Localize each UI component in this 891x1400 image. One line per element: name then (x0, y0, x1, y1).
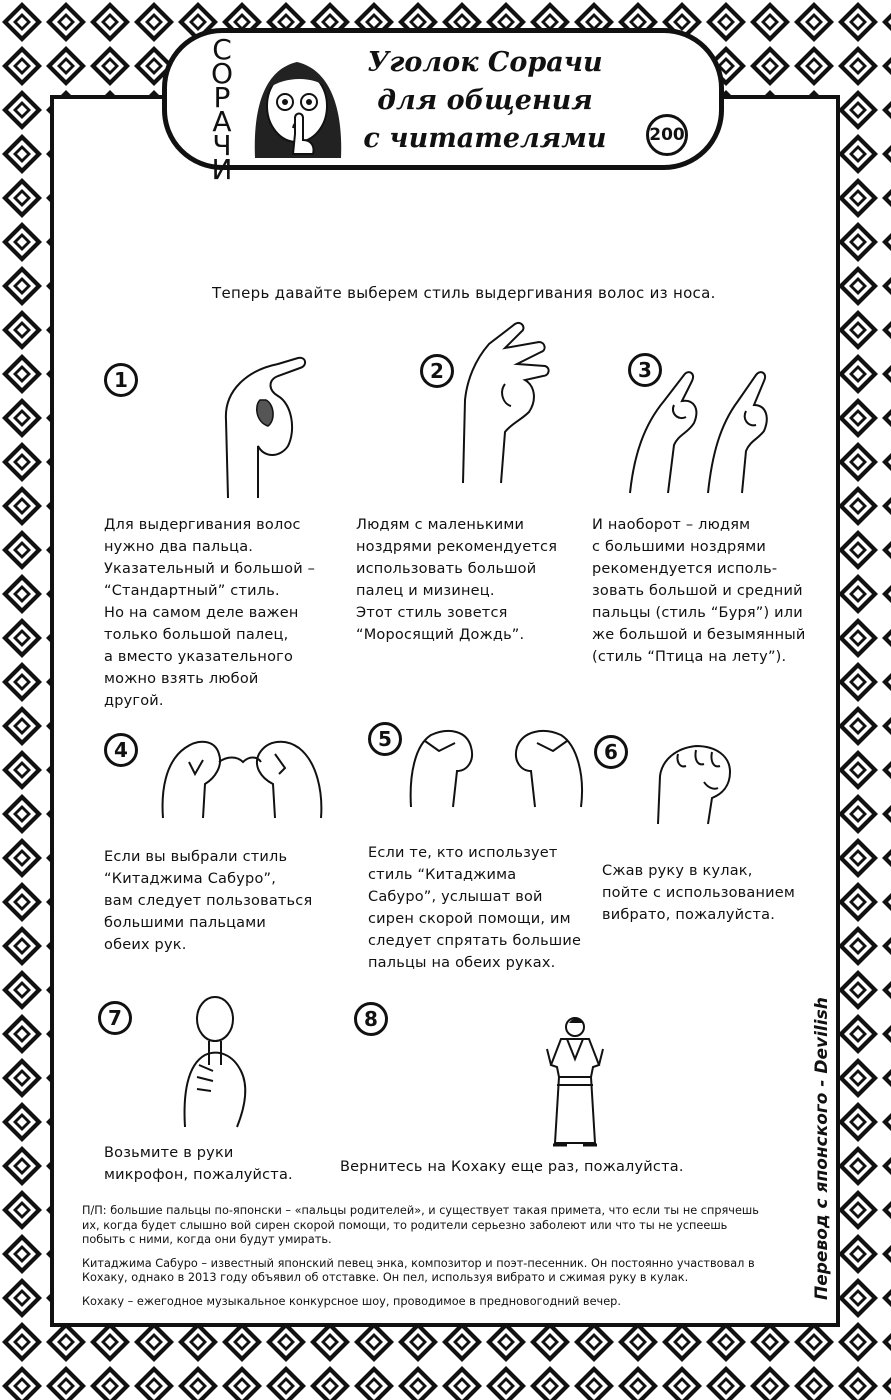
author-portrait-icon (245, 40, 350, 162)
kimono-singer-icon (543, 1015, 608, 1155)
step-number-3: 3 (628, 353, 662, 387)
hands-both-thumbs-icon (155, 732, 330, 822)
vertical-name-letter: А (212, 105, 232, 138)
author-name-vertical (205, 33, 239, 186)
translation-credit: Перевод с японского - Devilish (812, 997, 832, 1300)
title-line-3: с читателями (363, 123, 607, 154)
vertical-name-letter: Ч (212, 129, 232, 162)
vertical-name-letter: Р (213, 81, 231, 114)
step-number-2: 2 (420, 354, 454, 388)
microphone-hand-icon (175, 995, 255, 1130)
hands-pinch-middle-ring-icon (624, 365, 784, 495)
step-text-1: Для выдергивания волос нужно два пальца. Указательный и большой – “Стандартный” стиль. Но на самом деле важен только большой палец, а вместо указательного можно взять любой другой. (104, 517, 316, 709)
vertical-name-letter: О (210, 57, 234, 90)
step-number-5: 5 (368, 722, 402, 756)
header-title (345, 44, 625, 158)
hand-pinch-index-icon (218, 350, 328, 500)
step-number-7: 7 (98, 1001, 132, 1035)
step-text-7: Возьмите в руки микрофон, пожалуйста. (104, 1145, 293, 1183)
step-text-2: Людям с маленькими ноздрями рекомендуется использовать большой палец и мизинец. Этот стиль зовется “Моросящий Дождь”. (356, 517, 558, 643)
step-number-6: 6 (594, 735, 628, 769)
step-text-4: Если вы выбрали стиль “Китаджима Сабуро”, вам следует пользоваться большими пальцами обеих рук. (104, 849, 313, 953)
hand-pinch-pinky-icon (455, 320, 555, 485)
step-number-4: 4 (104, 733, 138, 767)
note-1: П/П: большие пальцы по-японски – «пальцы родителей», и существует такая примета, что если ты не спрячешь их, когда будет слышно вой сирен скорой помощи, то родители серьезно заболеют или что ты не успеешь побыть с ними, когда они будут умирать. (82, 1204, 759, 1246)
note-2: Китаджима Сабуро – известный японский певец энка, композитор и поэт-песенник. Он постоянно участвовал в Кохаку, однако в 2013 году объявил об отставке. Он пел, используя вибрато и сжимая руку в кулак. (82, 1256, 755, 1284)
intro-text: Теперь давайте выберем стиль выдергивания волос из носа. (212, 284, 716, 302)
step-text-6: Сжав руку в кулак, пойте с использованием вибрато, пожалуйста. (602, 863, 796, 923)
vertical-name-letter: И (211, 153, 233, 186)
note-3: Кохаку – ежегодное музыкальное конкурсное шоу, проводимое в предновогодний вечер. (82, 1294, 621, 1308)
fist-icon (652, 742, 737, 827)
translator-notes (82, 1204, 762, 1318)
title-line-1: Уголок Сорачи (367, 47, 603, 78)
step-number-8: 8 (354, 1002, 388, 1036)
step-text-3: И наоборот – людям с большими ноздрями рекомендуется исполь- зовать большой и средний пальцы (стиль “Буря”) или же большой и безымянный (стиль “Птица на лету”). (592, 517, 806, 665)
vertical-name-letter: С (212, 33, 232, 66)
step-text-5: Если те, кто использует стиль “Китаджима Сабуро”, услышат вой сирен скорой помощи, им следует спрятать большие пальцы на обеих руках. (368, 845, 582, 971)
title-line-2: для общения (377, 85, 593, 116)
hands-hidden-thumbs-icon (405, 725, 590, 810)
issue-number-badge: 200 (646, 114, 688, 156)
step-number-1: 1 (104, 363, 138, 397)
step-text-8: Вернитесь на Кохаку еще раз, пожалуйста. (340, 1159, 684, 1175)
